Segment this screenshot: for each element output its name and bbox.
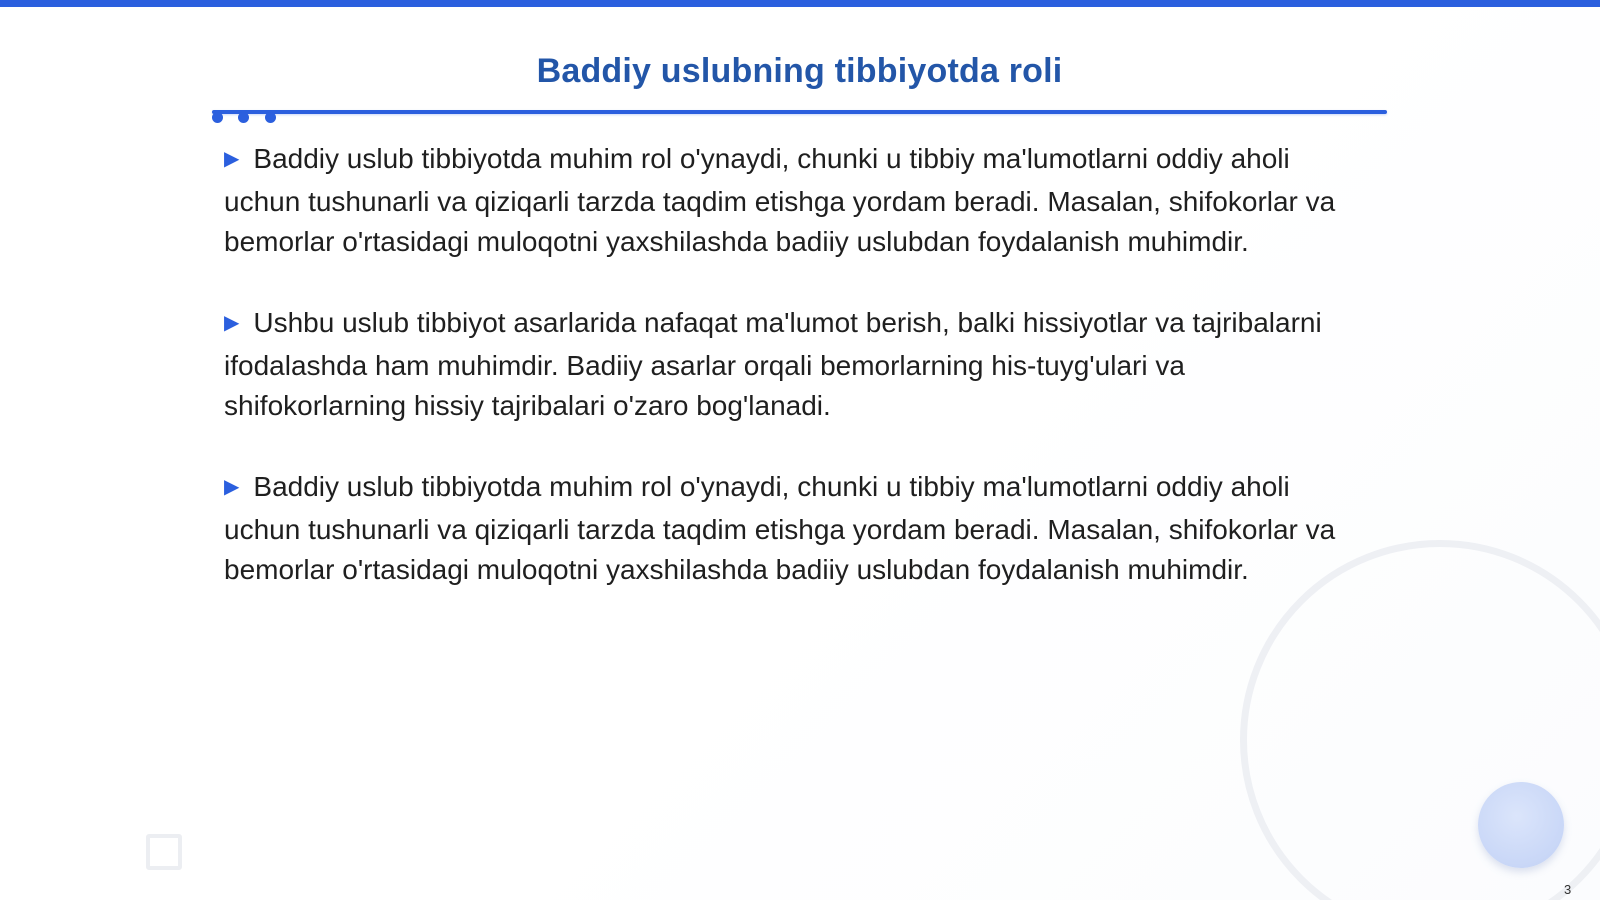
underline-dot-2 <box>238 112 249 123</box>
bullet-list <box>224 139 1354 631</box>
underline-dot-1 <box>212 112 223 123</box>
decorative-square <box>146 834 182 870</box>
bullet-text: Baddiy uslub tibbiyotda muhim rol o'ynaydi, chunki u tibbiy ma'lumotlarni oddiy aholi uchun tushunarli va qiziqarli tarzda taqdim etishga yordam beradi. Masalan, shifokorlar va bemorlar o'rtasidagi muloqotni yaxshilashda badiiy uslubdan foydalanish muhimdir. <box>224 143 1336 257</box>
bullet-text: Ushbu uslub tibbiyot asarlarida nafaqat ma'lumot berish, balki hissiyotlar va tajribalarni ifodalashda ham muhimdir. Badiiy asarlar orqali bemorlarning his-tuyg'ulari va shifokorlarning hissiy tajribalari o'zaro bog'lanadi. <box>224 307 1322 421</box>
bullet-item <box>224 139 1354 262</box>
bullet-text: Baddiy uslub tibbiyotda muhim rol o'ynaydi, chunki u tibbiy ma'lumotlarni oddiy aholi uchun tushunarli va qiziqarli tarzda taqdim etishga yordam beradi. Masalan, shifokorlar va bemorlar o'rtasidagi muloqotni yaxshilashda badiiy uslubdan foydalanish muhimdir. <box>224 471 1336 585</box>
top-accent-bar <box>0 0 1600 7</box>
title-underline <box>212 110 1387 114</box>
decorative-circle <box>1478 782 1564 868</box>
triangle-bullet-icon: ▶ <box>224 148 240 170</box>
slide-title: Baddiy uslubning tibbiyotda roli <box>536 52 1063 90</box>
bullet-item <box>224 303 1354 426</box>
underline-dot-3 <box>265 112 276 123</box>
page-number: 3 <box>1564 882 1572 897</box>
triangle-bullet-icon: ▶ <box>224 312 240 334</box>
triangle-bullet-icon: ▶ <box>224 476 240 498</box>
bullet-item <box>224 467 1354 590</box>
